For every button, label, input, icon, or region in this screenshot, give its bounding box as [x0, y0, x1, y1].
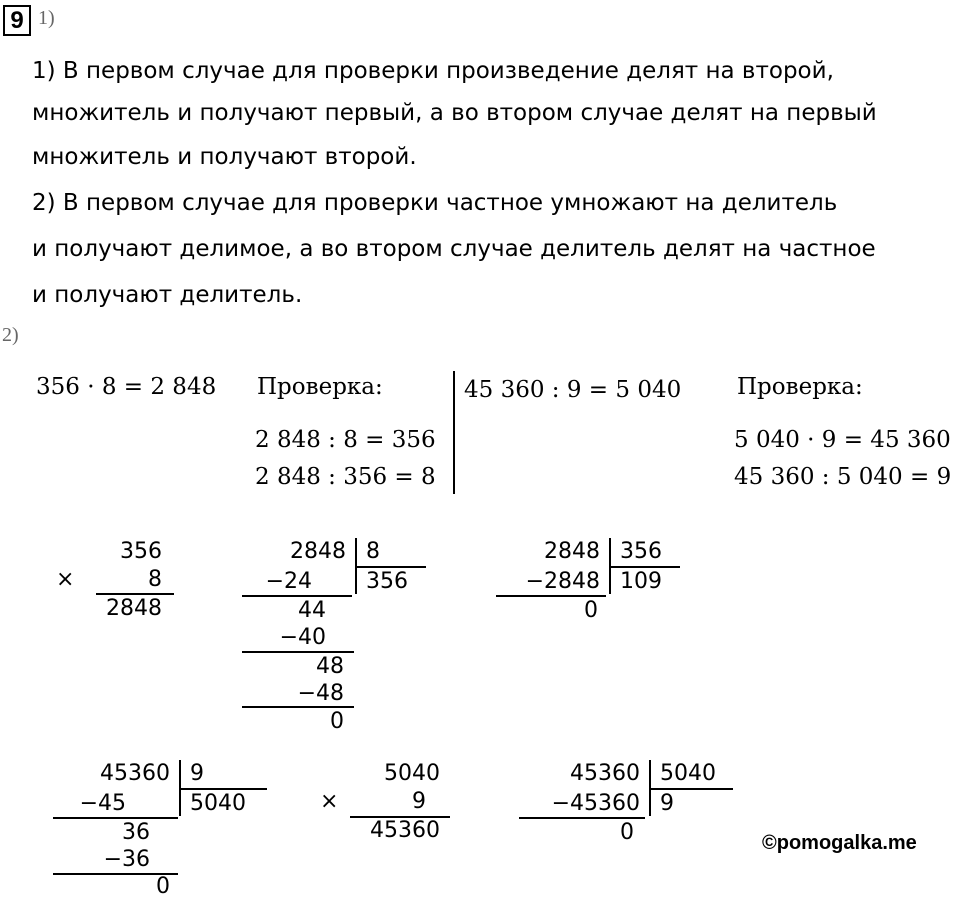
div1-step: −48: [297, 681, 344, 706]
part1-label: 1): [38, 7, 55, 29]
answer-line-5: и получают делимое, а во втором случае делитель делят на частное: [32, 236, 876, 262]
answer-line-3: множитель и получают второй.: [32, 144, 417, 170]
right-equation: 45 360 : 9 = 5 040: [464, 377, 682, 403]
div2-remainder: 0: [584, 598, 598, 623]
div1-step: −40: [279, 625, 326, 650]
div2-quotient: 109: [620, 569, 662, 594]
answer-line-1: 1) В первом случае для проверки произведение делят на второй,: [32, 58, 834, 84]
mult1-result: 2848: [106, 596, 162, 621]
div3-quotient: 5040: [190, 791, 246, 816]
div3-divisor: 9: [190, 761, 204, 786]
right-check-2: 45 360 : 5 040 = 9: [734, 464, 952, 490]
div1-divisor: 8: [366, 539, 380, 564]
div1-step: 48: [316, 654, 344, 679]
div2-divisor-line: [609, 566, 680, 568]
watermark: ©pomogalka.me: [762, 832, 917, 854]
div3-step: −45: [79, 791, 126, 816]
div1-step: −24: [265, 569, 312, 594]
div3-step: −36: [103, 847, 150, 872]
div2-divisor: 356: [620, 539, 662, 564]
answer-line-2: множитель и получают первый, а во втором случае делят на первый: [32, 100, 877, 126]
div4-divisor: 5040: [660, 761, 716, 786]
div4-remainder: 0: [620, 820, 634, 845]
left-check-1: 2 848 : 8 = 356: [255, 427, 436, 453]
mult1-multiplier: 8: [148, 567, 162, 592]
div3-remainder: 0: [156, 874, 170, 899]
left-equation: 356 · 8 = 2 848: [36, 374, 217, 400]
div1-step-line: [242, 651, 354, 653]
div1-divisor-line: [355, 566, 426, 568]
mult2-result: 45360: [370, 818, 440, 843]
answer-line-6: и получают делитель.: [32, 282, 303, 308]
div2-step-line: [496, 595, 606, 597]
answer-line-4: 2) В первом случае для проверки частное умножают на делитель: [32, 190, 838, 216]
left-check-label: Проверка:: [257, 374, 383, 400]
mult1-multiplicand: 356: [120, 539, 162, 564]
div3-step: 36: [122, 820, 150, 845]
div4-step-line: [519, 817, 645, 819]
div4-divisor-line: [649, 788, 733, 790]
div4-quotient: 9: [660, 791, 674, 816]
div3-divisor-line: [179, 788, 267, 790]
div4-dividend: 45360: [570, 761, 640, 786]
mult2-multiplicand: 5040: [384, 761, 440, 786]
mult1-sign: ×: [56, 567, 75, 592]
right-check-label: Проверка:: [737, 374, 863, 400]
div3-step-line: [53, 817, 178, 819]
div2-step: −2848: [525, 569, 600, 594]
div1-remainder: 0: [330, 709, 344, 734]
task-number-box: 9: [3, 5, 31, 36]
div1-step-line: [242, 706, 354, 708]
mult2-multiplier: 9: [412, 789, 426, 814]
div1-step: 44: [298, 598, 326, 623]
div3-dividend: 45360: [100, 761, 170, 786]
block-divider: [453, 371, 455, 494]
right-check-1: 5 040 · 9 = 45 360: [734, 427, 951, 453]
div1-dividend: 2848: [290, 539, 346, 564]
div1-quotient: 356: [366, 569, 408, 594]
div1-step-line: [242, 595, 352, 597]
div2-dividend: 2848: [544, 539, 600, 564]
part2-label: 2): [2, 324, 19, 346]
left-check-2: 2 848 : 356 = 8: [255, 464, 436, 490]
mult1-line: [96, 593, 174, 595]
div4-step: −45360: [551, 791, 640, 816]
mult2-sign: ×: [320, 789, 339, 814]
